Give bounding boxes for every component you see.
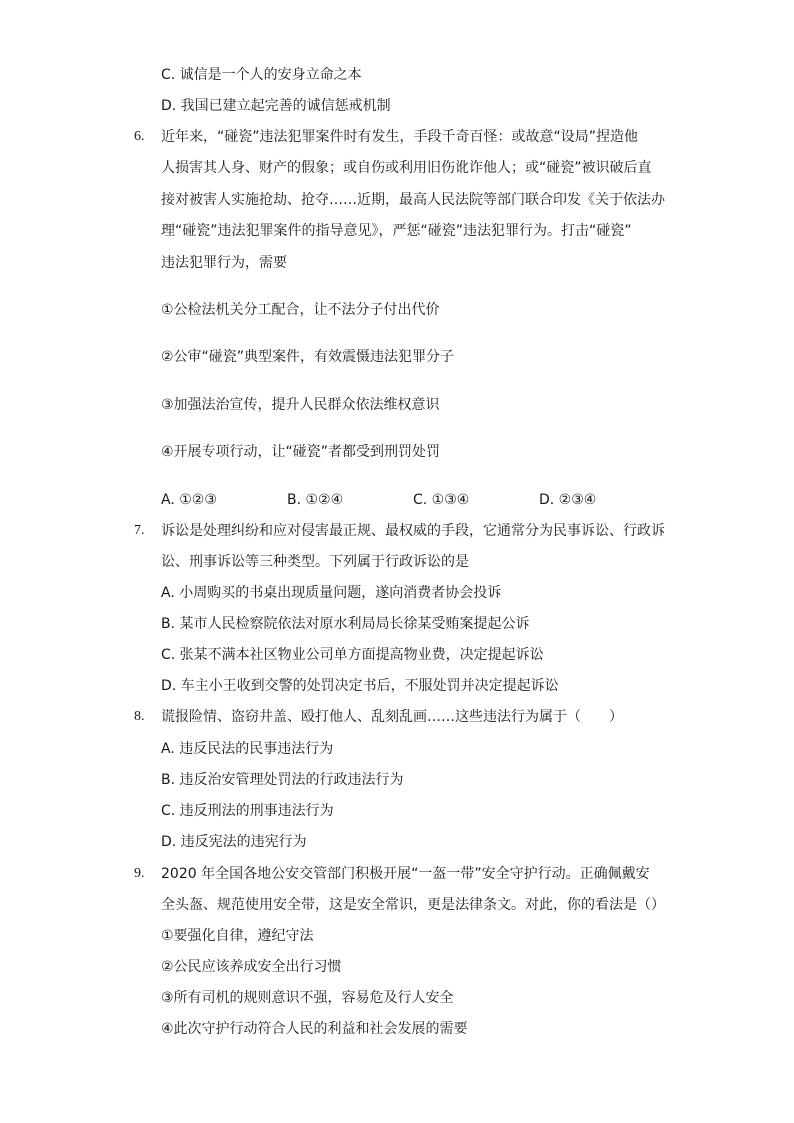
q6-statement-2: ②公审“碰瓷”典型案件，有效震慑违法犯罪分子: [161, 349, 455, 365]
q7-stem-line: 诉讼是处理纠纷和应对侵害最正规、最权威的手段，它通常分为民事诉讼、行政诉: [161, 523, 665, 539]
q7-stem-line: 讼、刑事诉讼等三种类型。下列属于行政诉讼的是: [161, 554, 469, 570]
q7-option-b[interactable]: B. 某市人民检察院依法对原水利局局长徐某受贿案提起公诉: [161, 616, 530, 632]
q9-statement-1: ①要强化自律，遵纪守法: [161, 928, 314, 944]
q9-stem-line: 2020 年全国各地公安交管部门积极开展“一盔一带”安全守护行动。正确佩戴安: [161, 866, 650, 882]
q6-stem-line: 理“碰瓷”违法犯罪案件的指导意见》，严惩“碰瓷”违法犯罪行为。打击“碰瓷”: [161, 223, 632, 239]
q6-stem-line: 违法犯罪行为，需要: [161, 255, 287, 271]
q9-statement-2: ②公民应该养成安全出行习惯: [161, 959, 342, 975]
q8-option-a[interactable]: A. 违反民法的民事违法行为: [161, 741, 334, 757]
q6-statement-3: ③加强法治宣传，提升人民群众依法维权意识: [161, 397, 440, 413]
q5-option-d: D. 我国已建立起完善的诚信惩戒机制: [161, 98, 391, 114]
q6-stem-line: 接对被害人实施抢劫、抢夺……近期，最高人民法院等部门联合印发《关于依法办: [161, 192, 665, 208]
q6-number: 6.: [134, 129, 145, 144]
q8-option-c[interactable]: C. 违反刑法的刑事违法行为: [161, 803, 334, 819]
q5-option-c: C. 诚信是一个人的安身立命之本: [161, 67, 362, 83]
q6-options: [161, 491, 761, 509]
q9-statement-4: ④此次守护行动符合人民的利益和社会发展的需要: [161, 1021, 468, 1037]
q7-option-d[interactable]: D. 车主小王收到交警的处罚决定书后，不服处罚并决定提起诉讼: [161, 678, 559, 694]
q7-number: 7.: [134, 523, 145, 538]
q8-option-d[interactable]: D. 违反宪法的违宪行为: [161, 834, 307, 850]
q6-stem-line: 近年来，“碰瓷”违法犯罪案件时有发生，手段千奇百怪：或故意“设局”捏造他: [161, 129, 639, 145]
q6-statement-1: ①公检法机关分工配合，让不法分子付出代价: [161, 302, 440, 318]
q6-option-d[interactable]: D. ②③④: [539, 492, 597, 508]
q6-option-c[interactable]: C. ①③④: [413, 492, 470, 508]
q6-stem-line: 人损害其人身、财产的假象；或自伤或利用旧伤讹诈他人；或“碰瓷”被识破后直: [161, 160, 652, 176]
q8-number: 8.: [134, 709, 145, 724]
q6-option-a[interactable]: A. ①②③: [161, 492, 217, 508]
q7-option-c[interactable]: C. 张某不满本社区物业公司单方面提高物业费，决定提起诉讼: [161, 647, 544, 663]
q8-option-b[interactable]: B. 违反治安管理处罚法的行政违法行为: [161, 772, 404, 788]
q9-number: 9.: [134, 866, 145, 881]
q6-option-b[interactable]: B. ①②④: [287, 492, 344, 508]
q7-option-a[interactable]: A. 小周购买的书桌出现质量问题，遂向消费者协会投诉: [161, 585, 502, 601]
q9-statement-3: ③所有司机的规则意识不强，容易危及行人安全: [161, 990, 454, 1006]
q6-statement-4: ④开展专项行动，让“碰瓷”者都受到刑罚处罚: [161, 444, 441, 460]
q8-stem: 谎报险情、盗窃井盖、殴打他人、乱刻乱画……这些违法行为属于（ ）: [161, 709, 623, 725]
q9-stem-line: 全头盔、规范使用安全带，这是安全常识，更是法律条文。对此，你的看法是（）: [161, 897, 665, 913]
